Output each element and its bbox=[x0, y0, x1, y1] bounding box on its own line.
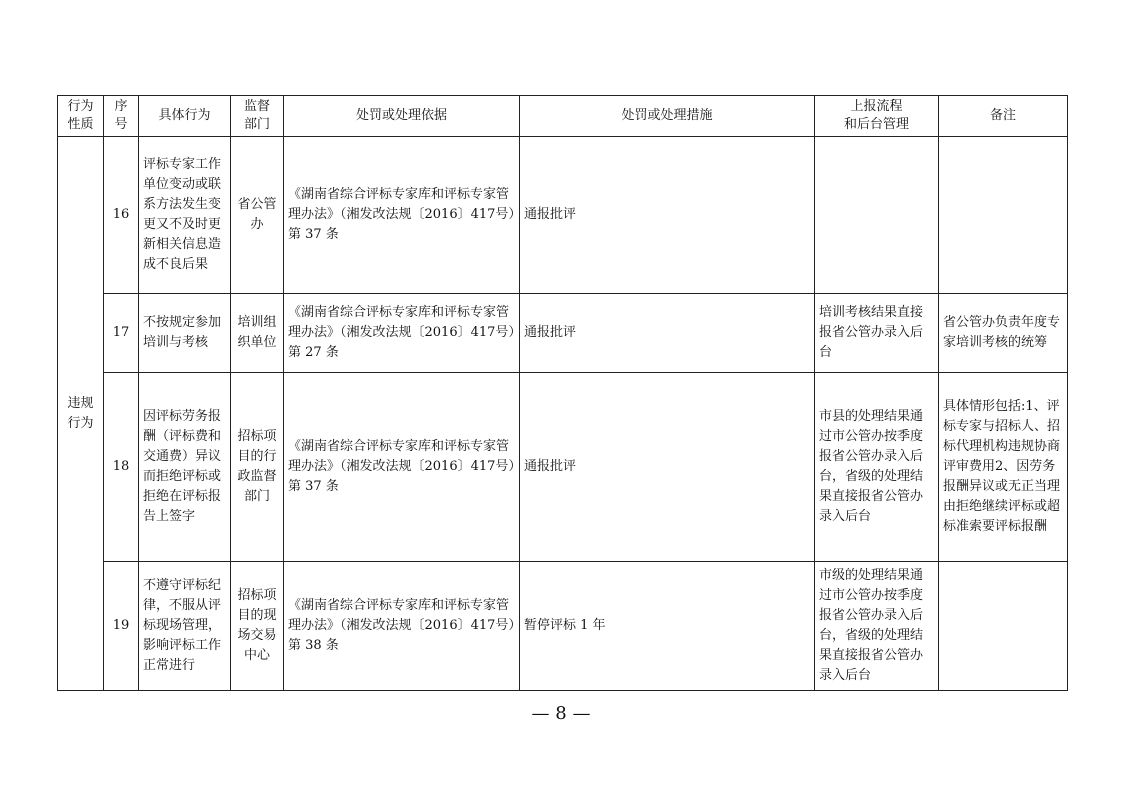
report-cell bbox=[815, 137, 939, 294]
header-report: 上报流程 和后台管理 bbox=[815, 96, 939, 137]
table-row bbox=[58, 373, 1068, 562]
remark-cell: 具体情形包括:1、评标专家与招标人、招标代理机构违规协商评审费用2、因劳务报酬异议或无正当理由拒绝继续评标或超标准索要评标报酬 bbox=[939, 373, 1068, 562]
report-cell: 市县的处理结果通过市公管办按季度报省公管办录入后台，省级的处理结果直接报省公管办录入后台 bbox=[815, 373, 939, 562]
behavior-cell: 因评标劳务报酬（评标费和交通费）异议而拒绝评标或拒绝在评标报告上签字 bbox=[139, 373, 231, 562]
dept-cell: 省公管办 bbox=[231, 137, 284, 294]
behavior-cell: 评标专家工作单位变动或联系方法发生变更又不及时更新相关信息造成不良后果 bbox=[139, 137, 231, 294]
header-dept: 监督 部门 bbox=[231, 96, 284, 137]
header-nature: 行为 性质 bbox=[58, 96, 104, 137]
behavior-cell: 不遵守评标纪律，不服从评标现场管理，影响评标工作正常进行 bbox=[139, 562, 231, 691]
header-behavior: 具体行为 bbox=[139, 96, 231, 137]
seq-cell: 18 bbox=[104, 373, 139, 562]
remark-cell bbox=[939, 137, 1068, 294]
header-basis: 处罚或处理依据 bbox=[284, 96, 520, 137]
header-remark: 备注 bbox=[939, 96, 1068, 137]
dept-cell: 培训组织单位 bbox=[231, 294, 284, 373]
header-measure: 处罚或处理措施 bbox=[520, 96, 815, 137]
table-row bbox=[58, 137, 1068, 294]
nature-cell: 违规 行为 bbox=[58, 137, 104, 691]
dept-cell: 招标项目的现场交易中心 bbox=[231, 562, 284, 691]
basis-cell: 《湖南省综合评标专家库和评标专家管理办法》（湘发改法规〔2016〕417号）第 37 条 bbox=[284, 137, 520, 294]
basis-cell: 《湖南省综合评标专家库和评标专家管理办法》（湘发改法规〔2016〕417号）第 37 条 bbox=[284, 373, 520, 562]
basis-cell: 《湖南省综合评标专家库和评标专家管理办法》（湘发改法规〔2016〕417号）第 27 条 bbox=[284, 294, 520, 373]
page-number: — 8 — bbox=[531, 703, 591, 724]
measure-cell: 通报批评 bbox=[520, 137, 815, 294]
measure-cell: 通报批评 bbox=[520, 294, 815, 373]
seq-cell: 17 bbox=[104, 294, 139, 373]
table-header-row bbox=[58, 96, 1068, 137]
seq-cell: 16 bbox=[104, 137, 139, 294]
report-cell: 市级的处理结果通过市公管办按季度报省公管办录入后台，省级的处理结果直接报省公管办录入后台 bbox=[815, 562, 939, 691]
table-row bbox=[58, 294, 1068, 373]
behavior-cell: 不按规定参加培训与考核 bbox=[139, 294, 231, 373]
header-seq: 序 号 bbox=[104, 96, 139, 137]
report-cell: 培训考核结果直接报省公管办录入后台 bbox=[815, 294, 939, 373]
basis-cell: 《湖南省综合评标专家库和评标专家管理办法》（湘发改法规〔2016〕417号）第 38 条 bbox=[284, 562, 520, 691]
table-row bbox=[58, 562, 1068, 691]
remark-cell: 省公管办负责年度专家培训考核的统筹 bbox=[939, 294, 1068, 373]
measure-cell: 暂停评标 1 年 bbox=[520, 562, 815, 691]
measure-cell: 通报批评 bbox=[520, 373, 815, 562]
remark-cell bbox=[939, 562, 1068, 691]
dept-cell: 招标项目的行政监督部门 bbox=[231, 373, 284, 562]
regulation-table-container bbox=[57, 95, 1067, 691]
seq-cell: 19 bbox=[104, 562, 139, 691]
regulation-table bbox=[57, 95, 1068, 691]
